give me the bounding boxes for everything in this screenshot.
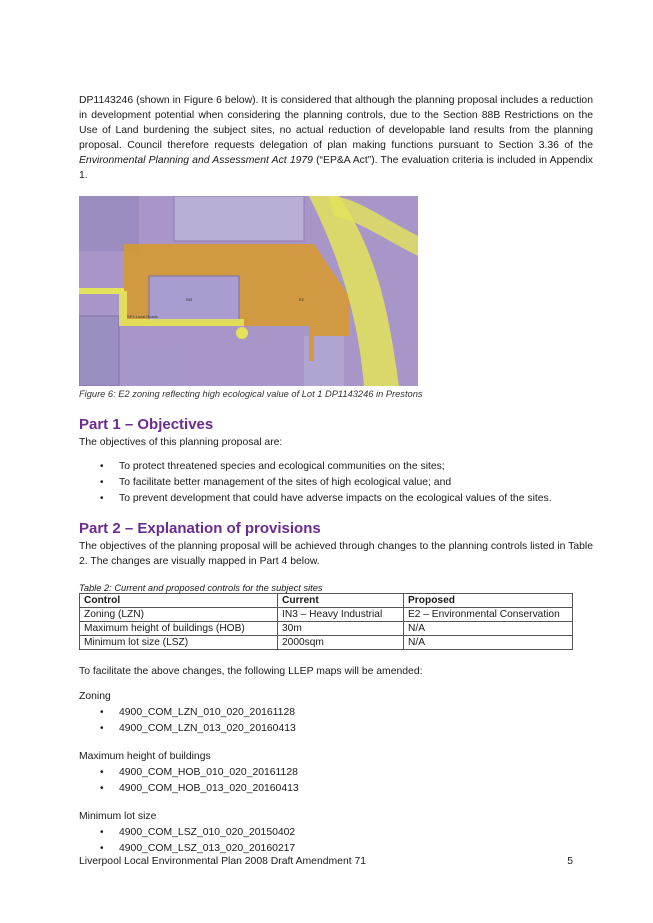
- list-item: • 4900_COM_HOB_013_020_20160413: [119, 781, 593, 797]
- intro-text-2: (“EP&A Act”). The evaluation criteria is included in Appendix 1.: [79, 155, 593, 181]
- list-item: • 4900_COM_HOB_010_020_20161128: [119, 765, 593, 781]
- table-cell: Maximum height of buildings (HOB): [80, 622, 278, 636]
- table-cell: 30m: [278, 622, 404, 636]
- act-title: Environmental Planning and Assessment Act 1979: [79, 155, 313, 166]
- intro-paragraph: [79, 93, 593, 183]
- map-label-in3: IN3: [186, 297, 193, 302]
- list-item: • 4900_COM_LSZ_013_020_20160217: [119, 841, 593, 857]
- page-number: 5: [567, 856, 573, 867]
- table-cell: N/A: [404, 636, 573, 650]
- table-cell: Zoning (LZN): [80, 608, 278, 622]
- map-list-height: [79, 765, 593, 797]
- zoning-map-svg: [79, 196, 418, 386]
- list-item: • To prevent development that could have adverse impacts on the ecological values of the sites.: [119, 491, 593, 507]
- table-cell: 2000sqm: [278, 636, 404, 650]
- footer-title: Liverpool Local Environmental Plan 2008 Draft Amendment 71: [79, 856, 367, 867]
- map-list-lot-size: [79, 825, 593, 857]
- part1-lead: The objectives of this planning proposal are:: [79, 437, 283, 448]
- table-cell: N/A: [404, 622, 573, 636]
- part2-heading: Part 2 – Explanation of provisions: [79, 520, 321, 537]
- table-row: [80, 622, 573, 636]
- table-header: Current: [278, 594, 404, 608]
- group-label-zoning: Zoning: [79, 691, 111, 702]
- part1-heading: Part 1 – Objectives: [79, 416, 214, 433]
- page-body: [79, 93, 593, 857]
- list-item: • 4900_COM_LZN_010_020_20161128: [119, 705, 593, 721]
- table-cell: Minimum lot size (LSZ): [80, 636, 278, 650]
- group-label-lot-size: Minimum lot size: [79, 811, 157, 822]
- figure-caption: Figure 6: E2 zoning reflecting high ecological value of Lot 1 DP1143246 in Prestons: [79, 389, 423, 399]
- table-row: [80, 608, 573, 622]
- map-label-road: SP2 Local Roads: [127, 314, 158, 319]
- list-item: • To protect threatened species and ecological communities on the sites;: [119, 459, 593, 475]
- table-cell: IN3 – Heavy Industrial: [278, 608, 404, 622]
- table-cell: E2 – Environmental Conservation: [404, 608, 573, 622]
- list-item: • To facilitate better management of the sites of high ecological value; and: [119, 475, 593, 491]
- intro-text-1: DP1143246 (shown in Figure 6 below). It is considered that although the planning proposal includes a reduction in development potential when considering the planning controls, due to the Section 88B Restrictions on the Use of Land burdening the subject sites, no actual reduction of developable land results from the planning proposal. Council therefore requests delegation of plan making functions pursuant to Section 3.36 of the: [79, 95, 593, 151]
- maps-intro: To facilitate the above changes, the following LLEP maps will be amended:: [79, 666, 423, 677]
- table-caption: Table 2: Current and proposed controls for the subject sites: [79, 583, 323, 593]
- table-header: Control: [80, 594, 278, 608]
- page-footer: [79, 856, 573, 867]
- table-row: [80, 636, 573, 650]
- map-label-e2: E2: [299, 297, 304, 302]
- map-list-zoning: [79, 705, 593, 737]
- objectives-list: [79, 459, 593, 507]
- table-header-row: [80, 594, 573, 608]
- list-item: • 4900_COM_LSZ_010_020_20150402: [119, 825, 593, 841]
- group-label-height: Maximum height of buildings: [79, 751, 211, 762]
- list-item: • 4900_COM_LZN_013_020_20160413: [119, 721, 593, 737]
- table-header: Proposed: [404, 594, 573, 608]
- part2-lead: The objectives of the planning proposal will be achieved through changes to the planning controls listed in Table 2. The changes are visually mapped in Part 4 below.: [79, 541, 593, 567]
- controls-table: [79, 593, 573, 650]
- zoning-map-image: [79, 196, 418, 386]
